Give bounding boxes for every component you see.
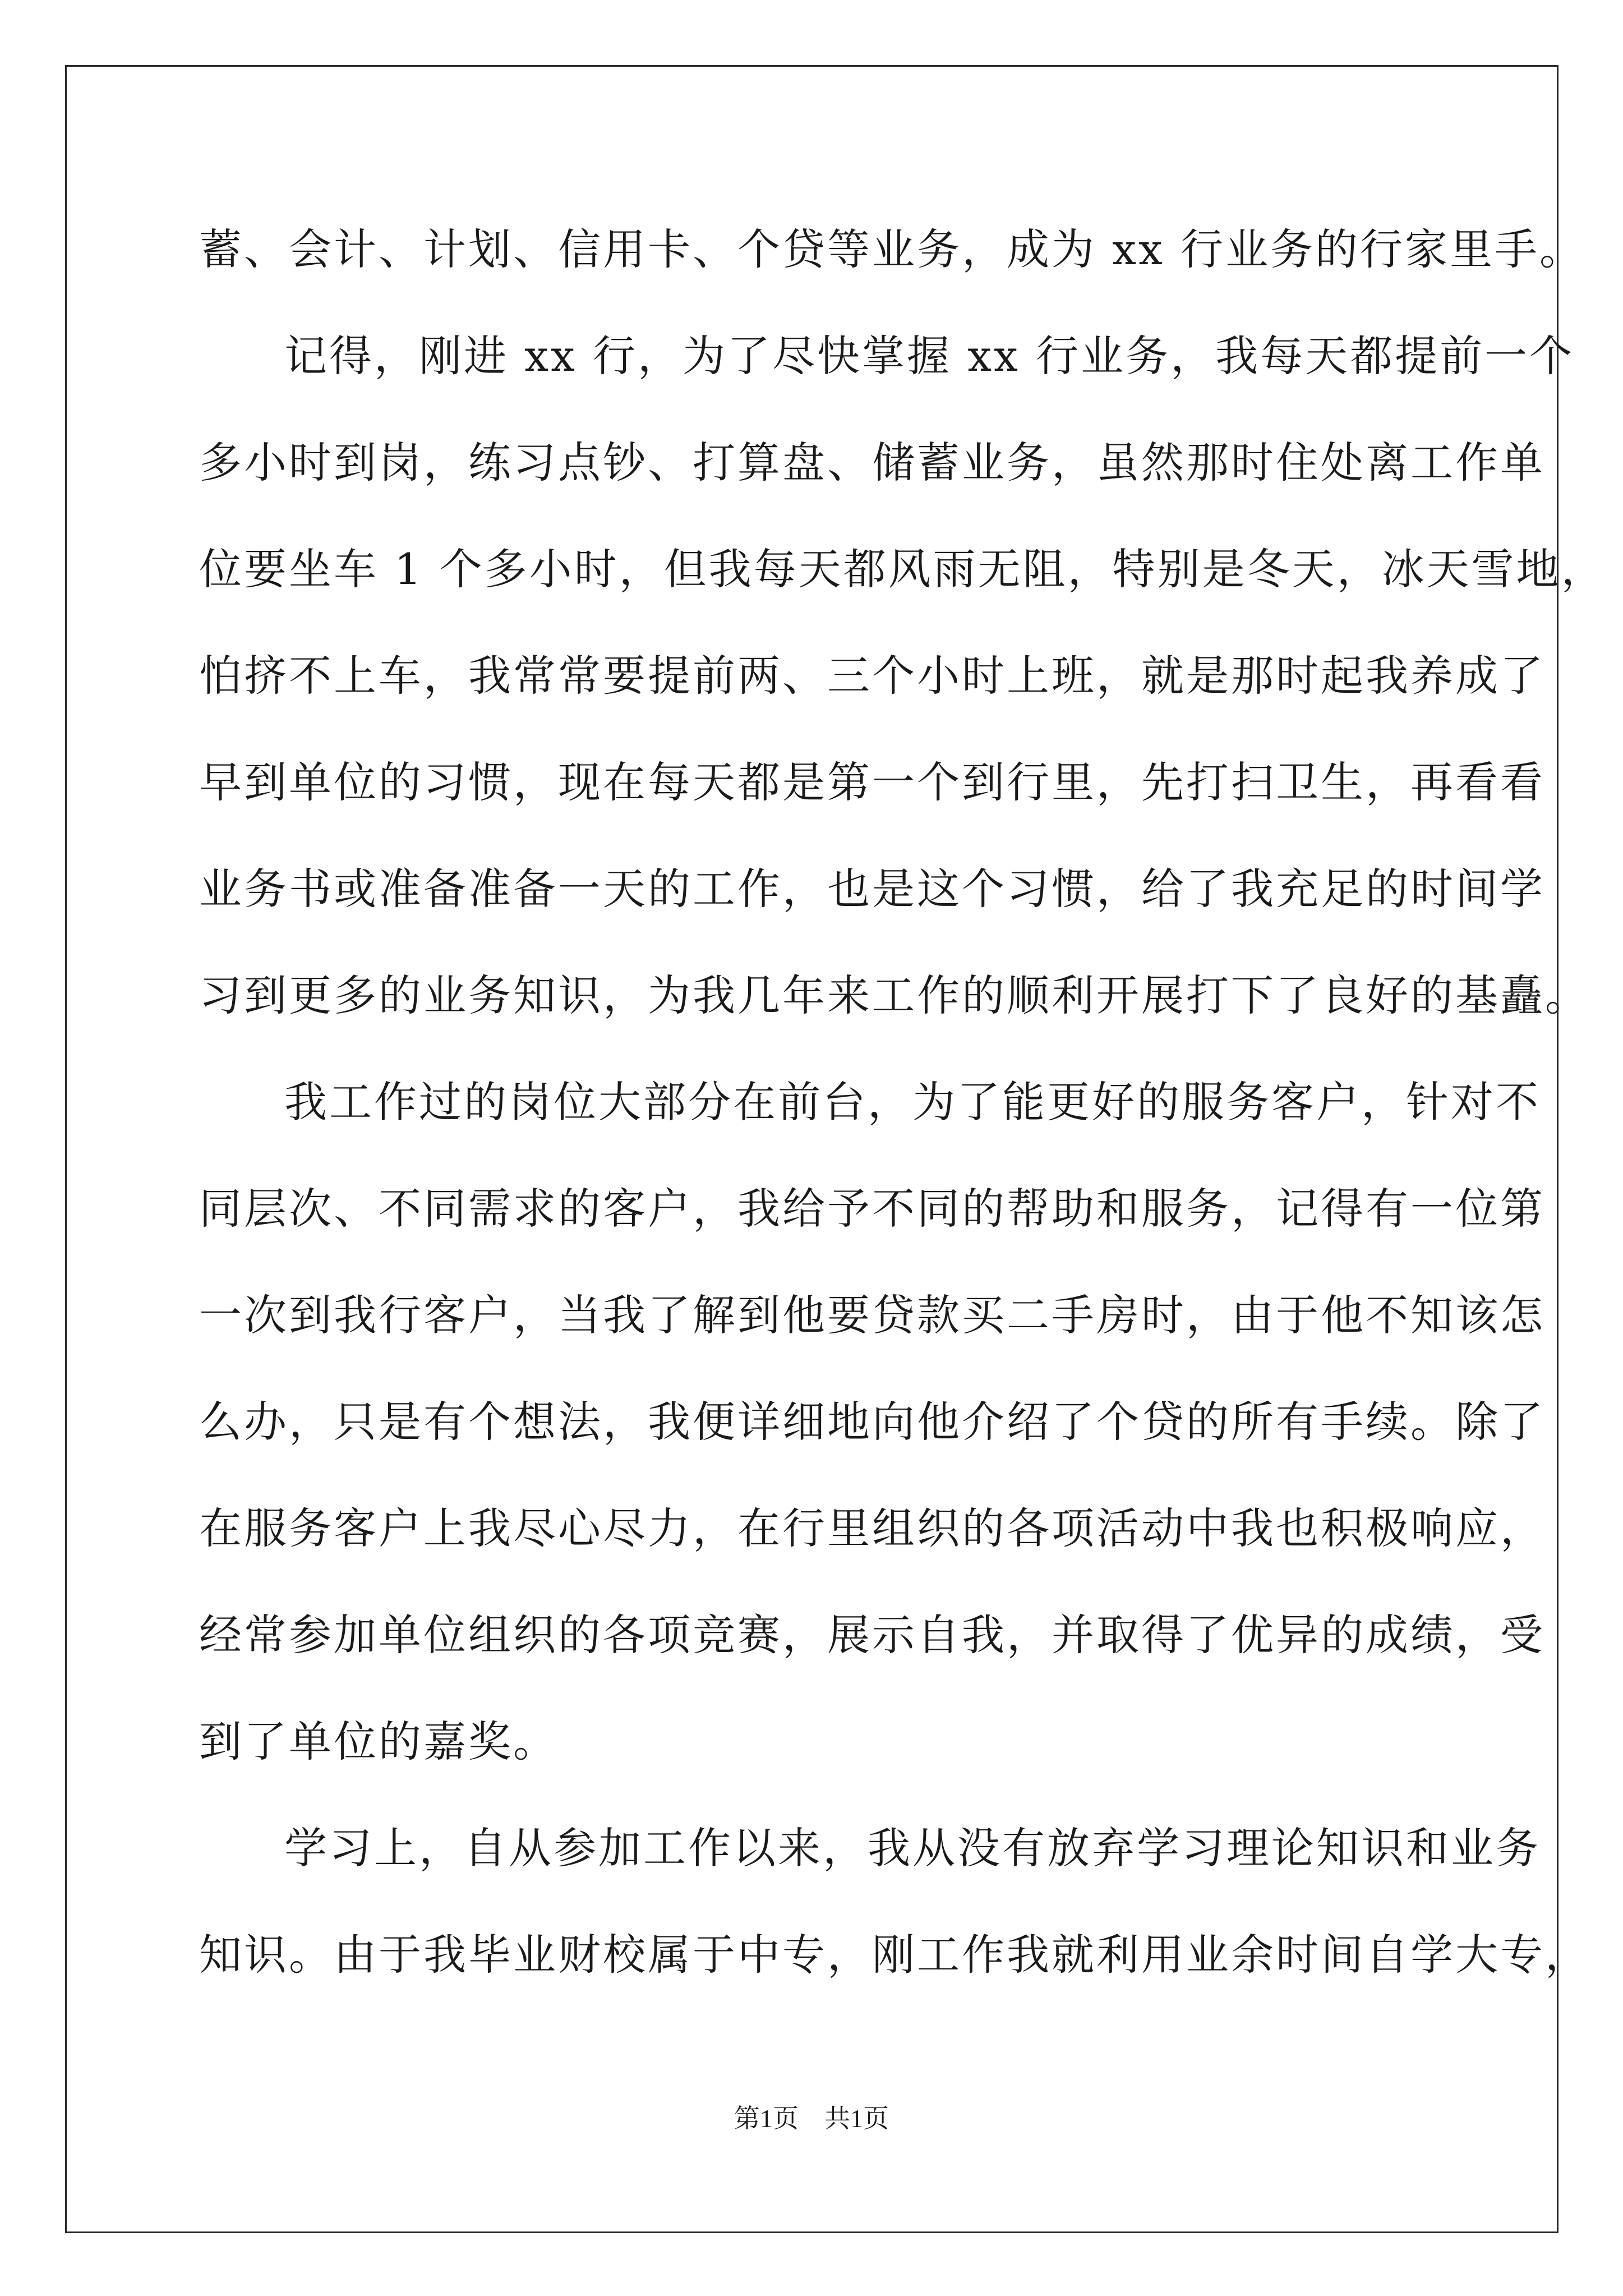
text-line: 习到更多的业务知识，为我几年来工作的顺利开展打下了良好的基矗。 — [199, 970, 1590, 1020]
text-line: 知识。由于我毕业财校属于中专，刚工作我就利用业余时间自学大专， — [199, 1930, 1590, 1980]
text-line: 一次到我行客户，当我了解到他要贷款买二手房时，由于他不知该怎 — [199, 1290, 1545, 1340]
text-line: 早到单位的习惯，现在每天都是第一个到行里，先打扫卫生，再看看 — [199, 757, 1545, 807]
text-line: 位要坐车 1 个多小时，但我每天都风雨无阻，特别是冬天，冰天雪地， — [199, 544, 1606, 594]
paragraph-start-line: 我工作过的岗位大部分在前台，为了能更好的服务客户，针对不 — [284, 1077, 1541, 1127]
text-line: 在服务客户上我尽心尽力，在行里组织的各项活动中我也积极响应， — [199, 1503, 1545, 1553]
paragraph-start-line: 学习上，自从参加工作以来，我从没有放弃学习理论知识和业务 — [284, 1823, 1541, 1873]
text-line: 业务书或准备准备一天的工作，也是这个习惯，给了我充足的时间学 — [199, 864, 1545, 914]
page-footer: 第1页 共1页 — [734, 2104, 889, 2133]
document-body — [199, 222, 1606, 2033]
text-line: 么办，只是有个想法，我便详细地向他介绍了个贷的所有手续。除了 — [199, 1397, 1545, 1447]
text-line: 蓄、会计、计划、信用卡、个贷等业务，成为 xx 行业务的行家里手。 — [199, 224, 1585, 274]
text-line: 多小时到岗，练习点钞、打算盘、储蓄业务，虽然那时住处离工作单 — [199, 438, 1545, 487]
text-line: 到了单位的嘉奖。 — [199, 1717, 558, 1766]
paragraph-start-line: 记得，刚进 xx 行，为了尽快掌握 xx 行业务，我每天都提前一个 — [284, 331, 1575, 381]
text-line: 经常参加单位组织的各项竞赛，展示自我，并取得了优异的成绩，受 — [199, 1610, 1545, 1660]
text-line: 同层次、不同需求的客户，我给予不同的帮助和服务，记得有一位第 — [199, 1184, 1545, 1234]
text-line: 怕挤不上车，我常常要提前两、三个小时上班，就是那时起我养成了 — [199, 651, 1545, 701]
